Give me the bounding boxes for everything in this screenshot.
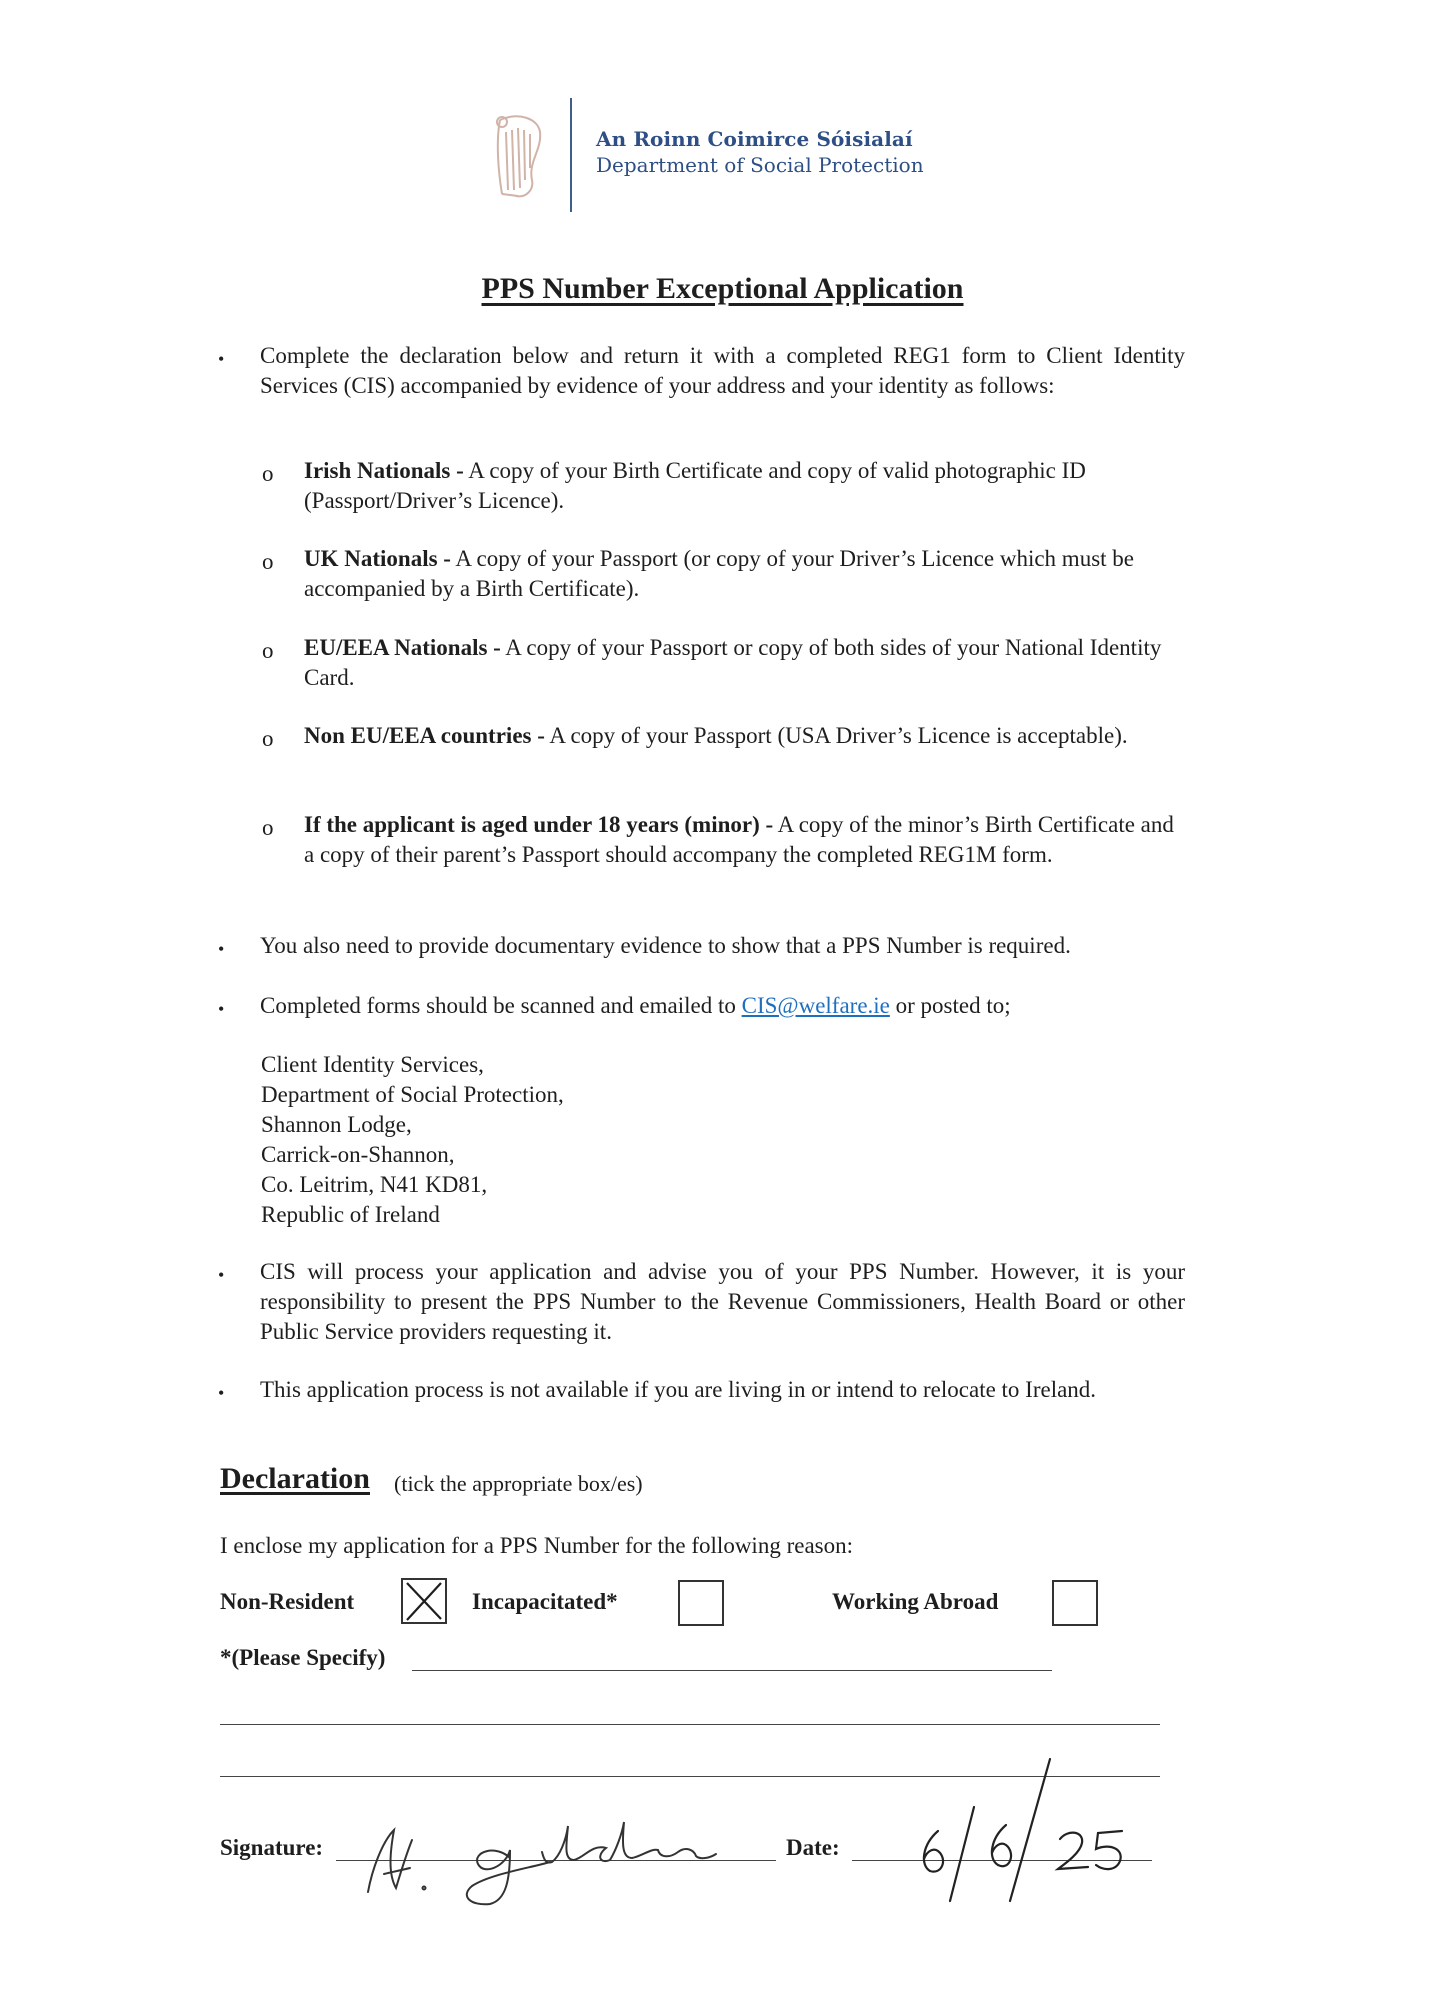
bullet-icon: • <box>218 1265 225 1285</box>
sub-bullet-icon: o <box>262 815 274 840</box>
date-label: Date: <box>786 1835 840 1860</box>
postal-address <box>261 1050 861 1230</box>
sub-item-non-eu-eea <box>304 721 1184 751</box>
bullet-icon: • <box>218 1383 225 1403</box>
checkbox-working-abroad[interactable] <box>1052 1580 1098 1626</box>
header-divider <box>570 98 572 212</box>
specify-label: *(Please Specify) <box>220 1645 386 1670</box>
sub-bullet-icon: o <box>262 461 274 486</box>
sub-item-text: A copy of your Passport (or copy of your Driver’s Licence which must be accompanied by a Birth Certificate). <box>304 546 1134 601</box>
handwritten-date <box>900 1755 1150 1905</box>
availability-text: This application process is not available if you are living in or intend to relocate to Ireland. <box>260 1377 1097 1402</box>
option-label-working-abroad: Working Abroad <box>832 1589 999 1614</box>
address-line: Client Identity Services, <box>261 1052 484 1077</box>
evidence-text: You also need to provide documentary evidence to show that a PPS Number is required. <box>260 933 1071 958</box>
handwritten-signature <box>360 1800 740 1910</box>
submit-text <box>260 991 1190 1021</box>
declaration-note: (tick the appropriate box/es) <box>394 1471 643 1496</box>
option-label-incapacitated: Incapacitated* <box>472 1589 618 1614</box>
intro-text: Complete the declaration below and return it with a completed REG1 form to Client Identity Services (CIS) accompanied by evidence of your address and your identity as follows: <box>260 343 1185 398</box>
sub-item-text: A copy of your Passport or copy of both sides of your National Identity Card. <box>304 635 1162 690</box>
sub-item-label: Irish Nationals - <box>304 458 464 483</box>
sub-item-label: Non EU/EEA countries - <box>304 723 545 748</box>
address-line: Republic of Ireland <box>261 1202 440 1227</box>
bullet-icon: • <box>218 939 225 959</box>
department-name-irish: An Roinn Coimirce Sóisialaí <box>596 127 913 151</box>
bullet-icon: • <box>218 349 225 369</box>
reason-intro: I enclose my application for a PPS Number for the following reason: <box>220 1533 853 1558</box>
specify-line[interactable] <box>412 1670 1052 1671</box>
process-text: CIS will process your application and advise you of your PPS Number. However, it is your responsibility to present the PPS Number to the Revenue Commissioners, Health Board or other Public Service providers requesting it. <box>260 1259 1185 1344</box>
sub-item-text: A copy of your Birth Certificate and copy of valid photographic ID (Passport/Driver’s Licence). <box>304 458 1086 513</box>
sub-item-irish-nationals <box>304 456 1184 516</box>
address-line: Co. Leitrim, N41 KD81, <box>261 1172 488 1197</box>
checkbox-incapacitated[interactable] <box>678 1580 724 1626</box>
signature-label: Signature: <box>220 1835 324 1860</box>
option-label-non-resident: Non-Resident <box>220 1589 355 1614</box>
sub-bullet-icon: o <box>262 726 274 751</box>
sub-item-uk-nationals <box>304 544 1184 604</box>
harp-crest-logo <box>488 110 548 202</box>
sub-item-text: A copy of the minor’s Birth Certificate and a copy of their parent’s Passport should accompany the completed REG1M form. <box>304 812 1174 867</box>
department-name-english: Department of Social Protection <box>596 153 924 177</box>
sub-item-eu-eea-nationals <box>304 633 1184 693</box>
checkbox-non-resident[interactable] <box>401 1578 447 1624</box>
declaration-heading: Declaration <box>220 1462 370 1495</box>
address-line: Shannon Lodge, <box>261 1112 412 1137</box>
specify-line-2[interactable] <box>220 1724 1160 1725</box>
address-line: Department of Social Protection, <box>261 1082 564 1107</box>
sub-item-label: EU/EEA Nationals - <box>304 635 501 660</box>
sub-item-text: A copy of your Passport (USA Driver’s Licence is acceptable). <box>544 723 1128 748</box>
check-mark-icon <box>403 1580 445 1622</box>
email-link[interactable]: CIS@welfare.ie <box>741 993 890 1018</box>
sub-item-label: UK Nationals - <box>304 546 451 571</box>
address-line: Carrick-on-Shannon, <box>261 1142 455 1167</box>
submit-text-before: Completed forms should be scanned and emailed to <box>260 993 742 1018</box>
sub-item-minor <box>304 810 1184 870</box>
sub-bullet-icon: o <box>262 638 274 663</box>
sub-bullet-icon: o <box>262 549 274 574</box>
bullet-icon: • <box>218 999 225 1019</box>
sub-item-label: If the applicant is aged under 18 years (minor) - <box>304 812 774 837</box>
submit-text-after: or posted to; <box>889 993 1011 1018</box>
page-title: PPS Number Exceptional Application <box>481 272 964 305</box>
